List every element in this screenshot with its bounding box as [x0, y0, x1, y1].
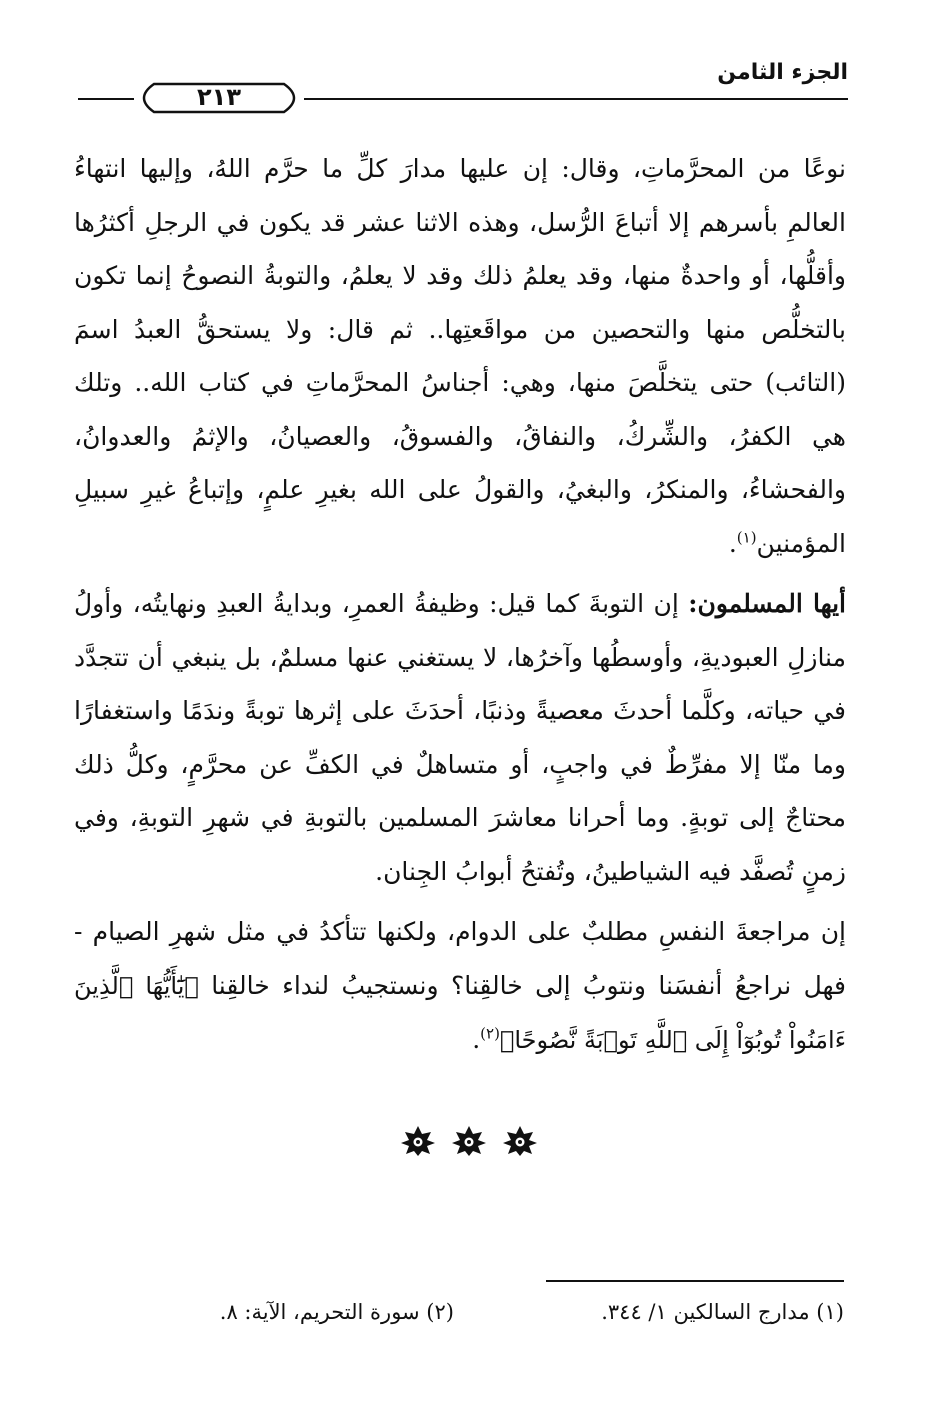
footnote-ref-2[interactable]: (٢): [480, 1024, 500, 1043]
running-title: الجزء الثامن: [717, 60, 848, 85]
footnote-rule: [546, 1280, 844, 1282]
footnote-2: (٢) سورة التحريم، الآية: ٨.: [219, 1300, 454, 1324]
paragraph-1-tail: .: [728, 528, 737, 558]
quran-verse: ﴿يَٰٓأَيُّهَا ٱلَّذِينَ ءَامَنُواْ تُوبُوٓاْ إِلَى ٱللَّهِ تَوۡبَةً نَّصُوحًا﴾: [74, 971, 846, 1054]
paragraph-2-text: إن التوبةَ كما قيل: وظيفةُ العمرِ، وبدايةُ العبدِ ونهايتُه، وأولُ منازلِ العبوديةِ، وأوسطُها وآخرُها، لا يستغني عنها مسلمٌ، بل ينبغي أن تتجدَّد في حياته، وكلَّما أحدثَ معصيةً وذنبًا، أحدَثَ على إثرها توبةً وندَمًا واستغفارًا وما منّا إلا مفرِّطٌ في واجبٍ، أو متساهلٌ في الكفِّ عن محرَّمٍ، وكلُّ ذلك محتاجٌ إلى توبةٍ. وما أحرانا معاشرَ المسلمين بالتوبةِ في شهرِ التوبةِ، وفي زمنٍ تُصفَّد فيه الشياطينُ، وتُفتحُ أبوابُ الجِنان.: [74, 589, 846, 886]
paragraph-2: [74, 577, 846, 898]
paragraph-3: [74, 905, 846, 1068]
paragraph-3-text: إن مراجعةَ النفسِ مطلبٌ على الدوام، ولكنها تتأكدُ في مثل شهرِ الصيام - فهل نراجعُ أنفسَنا ونتوبُ إلى خالقِنا؟ ونستجيبُ لنداء خالقِنا: [74, 917, 846, 1000]
footnote-ref-1[interactable]: (١): [736, 528, 757, 547]
floral-ornament-icon: [503, 1126, 537, 1156]
paragraph-1: [74, 142, 846, 570]
page-number: ٢١٣: [197, 83, 241, 111]
floral-ornament-icon: [401, 1126, 435, 1156]
footnotes: [190, 1300, 844, 1340]
page-number-frame: [134, 80, 304, 116]
floral-ornament-icon: [452, 1126, 486, 1156]
paragraph-2-lead: أيها المسلمون:: [688, 589, 846, 618]
page-header: [78, 58, 848, 110]
paragraph-3-tail: .: [472, 1025, 481, 1054]
section-ornament: [0, 1126, 938, 1160]
body-text: [74, 142, 846, 1075]
footnote-1: (١) مدارج السالكين ١/ ٣٤٤.: [601, 1300, 844, 1324]
paragraph-1-text: نوعًا من المحرَّماتِ، وقال: إن عليها مدارَ كلِّ ما حرَّم اللهُ، وإليها انتهاءُ العالمِ بأسرهم إلا أتباعَ الرُّسل، وهذه الاثنا عشر قد يكون في الرجلِ أكثرُها وأقلُّها، أو واحدةٌ منها، وقد يعلمُ ذلك وقد لا يعلمُ، والتوبةُ النصوحُ إنما تكون بالتخلُّص منها والتحصين من مواقَعتِها.. ثم قال: ولا يستحقُّ العبدُ اسمَ (التائب) حتى يتخلَّصَ منها، وهي: أجناسُ المحرَّماتِ في كتاب الله.. وتلك هي الكفرُ، والشِّركُ، والنفاقُ، والفسوقُ، والعصيانُ، والإثمُ والعدوانُ، والفحشاءُ، والمنكرُ، والبغيُ، والقولُ على الله بغيرِ علمٍ، وإتباعُ غيرِ سبيلِ المؤمنين: [74, 154, 846, 558]
